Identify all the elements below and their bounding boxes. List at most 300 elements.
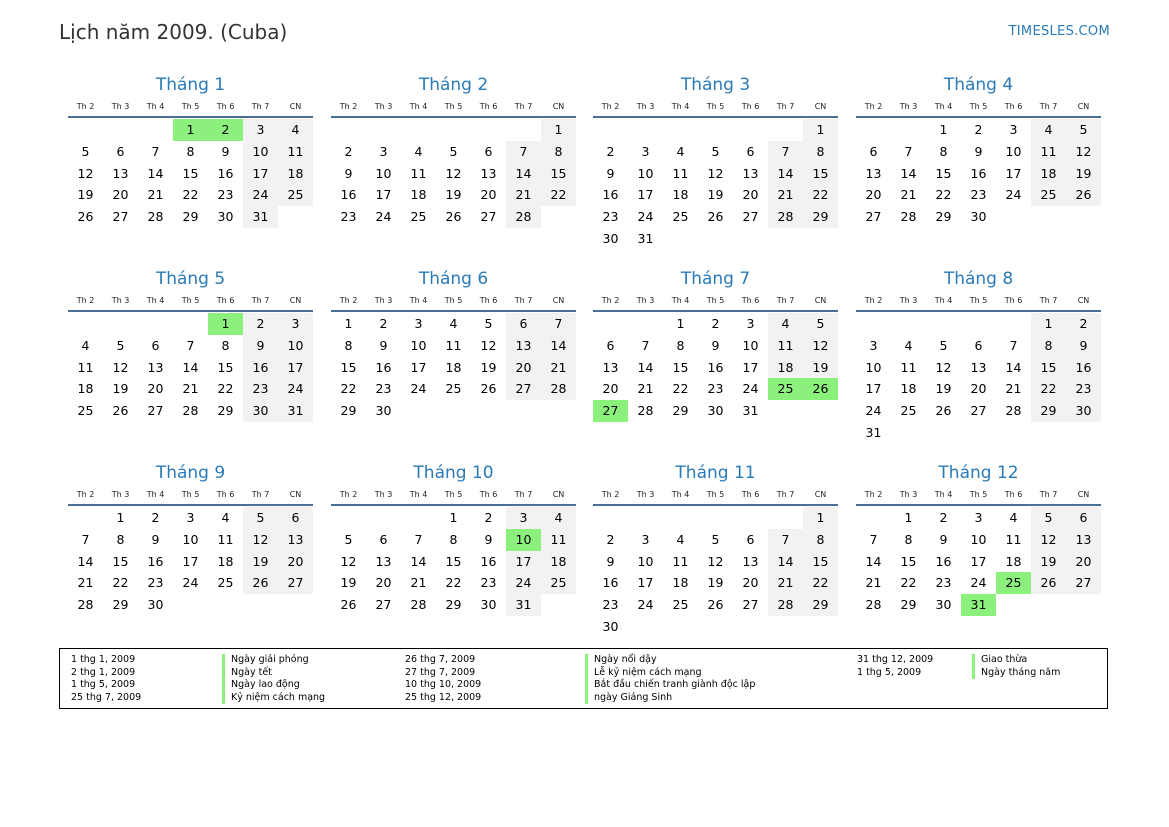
day-cell: 16 [602, 187, 619, 203]
day-cell: 27 [506, 378, 541, 400]
day-cell: 30 [375, 403, 392, 419]
day-cell: 2 [606, 143, 615, 159]
empty-cell [471, 400, 506, 422]
day-cell: 14 [77, 553, 94, 569]
empty-cell [856, 313, 891, 335]
week-row [856, 119, 1101, 141]
empty-cell [138, 313, 173, 335]
week-row [331, 206, 576, 228]
day-cell: 2 [606, 531, 615, 547]
day-cell: 7 [869, 531, 878, 547]
week-row [593, 594, 838, 616]
day-cell: 12 [1066, 141, 1101, 163]
day-cell: 20 [970, 381, 987, 397]
empty-cell [961, 422, 996, 444]
day-cell: 11 [410, 165, 427, 181]
month-calendar [593, 74, 838, 250]
day-cell: 3 [243, 119, 278, 141]
day-cell: 29 [935, 209, 952, 225]
day-cell: 8 [541, 141, 576, 163]
empty-cell [768, 616, 803, 638]
day-cell: 24 [506, 572, 541, 594]
day-cell: 13 [602, 359, 619, 375]
weekday-label: Th 5 [969, 489, 988, 499]
day-cell: 11 [672, 553, 689, 569]
day-cell: 5 [1066, 119, 1101, 141]
day-cell: 8 [904, 531, 913, 547]
day-cell: 12 [803, 335, 838, 357]
day-cell: 1 [116, 510, 125, 525]
day-grid [856, 313, 1101, 444]
day-cell: 17 [1005, 165, 1022, 181]
day-cell: 16 [970, 165, 987, 181]
empty-cell [208, 594, 243, 616]
empty-cell [663, 119, 698, 141]
day-cell: 1 [676, 316, 685, 331]
day-cell: 7 [641, 337, 650, 353]
day-cell: 17 [278, 357, 313, 379]
day-cell: 18 [1005, 553, 1022, 569]
day-cell: 26 [340, 597, 357, 613]
day-cell: 29 [803, 594, 838, 616]
day-cell: 19 [803, 357, 838, 379]
day-cell: 16 [243, 357, 278, 379]
day-cell: 8 [1031, 335, 1066, 357]
day-cell: 17 [637, 575, 654, 591]
day-cell: 18 [672, 575, 689, 591]
weekday-label: Th 6 [479, 101, 498, 111]
day-cell: 6 [151, 337, 160, 353]
day-cell: 20 [480, 187, 497, 203]
day-cell: 8 [221, 337, 230, 353]
day-cell: 16 [340, 187, 357, 203]
day-cell: 9 [1066, 335, 1101, 357]
day-cell: 25 [541, 572, 576, 594]
day-cell: 14 [768, 163, 803, 185]
day-cell: 5 [484, 316, 493, 331]
week-row [593, 313, 838, 335]
empty-cell [891, 313, 926, 335]
day-cell: 28 [637, 403, 654, 419]
day-cell: 11 [768, 335, 803, 357]
day-cell: 19 [445, 187, 462, 203]
day-cell: 4 [414, 143, 423, 159]
day-cell: 16 [707, 359, 724, 375]
day-cell: 1 [904, 510, 913, 525]
day-grid [68, 507, 313, 616]
empty-cell [733, 616, 768, 638]
day-cell: 18 [445, 359, 462, 375]
weekday-label: Th 3 [899, 101, 918, 111]
legend-holiday-name: Ngày tháng năm [972, 667, 1060, 680]
weekday-label: Th 4 [409, 101, 428, 111]
empty-cell [278, 594, 313, 616]
day-cell: 17 [182, 553, 199, 569]
empty-cell [68, 313, 103, 335]
weekday-label: Th 7 [514, 101, 533, 111]
day-cell: 3 [641, 531, 650, 547]
day-cell: 8 [803, 529, 838, 551]
weekday-label: Th 2 [864, 295, 883, 305]
day-cell: 24 [742, 381, 759, 397]
day-cell: 6 [379, 531, 388, 547]
day-cell: 18 [541, 551, 576, 573]
day-cell: 5 [939, 337, 948, 353]
weekday-label: Th 6 [216, 489, 235, 499]
day-cell: 10 [182, 531, 199, 547]
day-cell: 2 [379, 316, 388, 331]
month-calendar [856, 462, 1101, 616]
day-cell: 25 [672, 209, 689, 225]
week-row [593, 206, 838, 228]
day-cell: 12 [77, 165, 94, 181]
day-cell: 28 [410, 597, 427, 613]
empty-cell [436, 400, 471, 422]
day-cell: 15 [803, 163, 838, 185]
weekday-label: Th 6 [479, 295, 498, 305]
day-cell: 10 [375, 165, 392, 181]
day-cell: 4 [541, 507, 576, 529]
week-row [331, 119, 576, 141]
day-cell: 15 [541, 163, 576, 185]
empty-cell [628, 507, 663, 529]
day-cell: 28 [182, 403, 199, 419]
week-row [856, 184, 1101, 206]
day-cell: 18 [672, 187, 689, 203]
day-cell: 9 [939, 531, 948, 547]
day-cell: 22 [541, 184, 576, 206]
day-cell: 4 [221, 510, 230, 525]
empty-cell [1066, 206, 1101, 228]
day-cell: 4 [449, 316, 458, 331]
day-cell: 31 [961, 594, 996, 616]
day-cell: 15 [340, 359, 357, 375]
day-cell: 9 [151, 531, 160, 547]
day-cell: 10 [278, 335, 313, 357]
weekday-label: Th 6 [741, 295, 760, 305]
day-cell: 2 [151, 510, 160, 525]
day-cell: 16 [480, 553, 497, 569]
day-cell: 3 [186, 510, 195, 525]
day-cell: 20 [1066, 551, 1101, 573]
day-cell: 5 [711, 143, 720, 159]
day-cell: 3 [414, 316, 423, 331]
weekday-label: Th 3 [111, 489, 130, 499]
empty-cell [103, 313, 138, 335]
day-cell: 12 [1031, 529, 1066, 551]
empty-cell [996, 594, 1031, 616]
weekday-header [593, 484, 838, 506]
week-row [68, 119, 313, 141]
day-cell: 17 [637, 187, 654, 203]
month-calendar [68, 74, 313, 228]
empty-cell [68, 507, 103, 529]
day-cell: 10 [410, 337, 427, 353]
day-cell: 29 [1031, 400, 1066, 422]
day-cell: 14 [865, 553, 882, 569]
weekday-label: Th 2 [601, 101, 620, 111]
week-row [593, 163, 838, 185]
week-row [68, 529, 313, 551]
day-cell: 20 [602, 381, 619, 397]
day-cell: 15 [935, 165, 952, 181]
weekday-label: Th 7 [251, 295, 270, 305]
weekday-label: Th 5 [706, 101, 725, 111]
day-cell: 3 [506, 507, 541, 529]
week-row [68, 141, 313, 163]
day-cell: 14 [410, 553, 427, 569]
day-cell: 16 [147, 553, 164, 569]
weekday-label: Th 4 [146, 295, 165, 305]
empty-cell [243, 594, 278, 616]
weekday-header [593, 96, 838, 118]
day-cell: 9 [606, 165, 615, 181]
day-cell: 2 [1066, 313, 1101, 335]
day-cell: 14 [506, 163, 541, 185]
day-cell: 7 [768, 141, 803, 163]
weekday-header [331, 96, 576, 118]
empty-cell [926, 422, 961, 444]
day-cell: 21 [768, 184, 803, 206]
day-cell: 9 [243, 335, 278, 357]
day-cell: 16 [602, 575, 619, 591]
empty-cell [1066, 594, 1101, 616]
empty-cell [541, 400, 576, 422]
empty-cell [366, 119, 401, 141]
day-cell: 10 [506, 529, 541, 551]
day-cell: 8 [803, 141, 838, 163]
empty-cell [471, 119, 506, 141]
legend-date: 1 thg 5, 2009 [71, 679, 136, 691]
day-cell: 1 [541, 119, 576, 141]
day-cell: 21 [541, 357, 576, 379]
day-cell: 17 [506, 551, 541, 573]
day-cell: 7 [768, 529, 803, 551]
legend-date: 1 thg 1, 2009 [71, 654, 136, 665]
month-title: Tháng 5 [155, 269, 226, 289]
day-grid [331, 313, 576, 422]
day-cell: 31 [637, 230, 654, 246]
day-cell: 4 [278, 119, 313, 141]
weekday-label: CN [1077, 489, 1090, 499]
week-row [593, 378, 838, 400]
month-title: Tháng 9 [155, 463, 226, 483]
weekday-label: Th 5 [969, 101, 988, 111]
weekday-label: Th 5 [706, 295, 725, 305]
day-cell: 20 [506, 357, 541, 379]
week-row [68, 400, 313, 422]
day-cell: 24 [243, 184, 278, 206]
day-cell: 4 [904, 337, 913, 353]
empty-cell [996, 313, 1031, 335]
day-cell: 11 [1031, 141, 1066, 163]
day-cell: 23 [970, 187, 987, 203]
weekday-label: Th 7 [776, 489, 795, 499]
weekday-label: Th 7 [1039, 489, 1058, 499]
week-row [68, 572, 313, 594]
day-cell: 7 [541, 313, 576, 335]
empty-cell [733, 507, 768, 529]
day-cell: 19 [112, 381, 129, 397]
day-cell: 15 [112, 553, 129, 569]
day-cell: 2 [939, 510, 948, 525]
day-cell: 29 [217, 403, 234, 419]
legend-holiday-name: Ngày giải phóng [222, 654, 309, 667]
day-grid [331, 119, 576, 228]
day-cell: 20 [865, 187, 882, 203]
day-cell: 25 [900, 403, 917, 419]
day-cell: 12 [243, 529, 278, 551]
day-cell: 8 [116, 531, 125, 547]
day-cell: 13 [112, 165, 129, 181]
weekday-label: Th 6 [1004, 295, 1023, 305]
month-calendar [331, 74, 576, 228]
month-calendar [593, 268, 838, 422]
weekday-label: CN [289, 295, 302, 305]
weekday-header [68, 290, 313, 312]
day-cell: 5 [711, 531, 720, 547]
day-cell: 25 [77, 403, 94, 419]
day-cell: 6 [746, 143, 755, 159]
day-cell: 14 [900, 165, 917, 181]
empty-cell [401, 400, 436, 422]
week-row [593, 228, 838, 250]
day-cell: 26 [707, 209, 724, 225]
day-cell: 1 [803, 119, 838, 141]
week-row [856, 313, 1101, 335]
day-cell: 19 [707, 575, 724, 591]
empty-cell [891, 422, 926, 444]
day-cell: 13 [147, 359, 164, 375]
weekday-label: Th 4 [934, 489, 953, 499]
weekday-label: Th 6 [1004, 101, 1023, 111]
day-cell: 30 [480, 597, 497, 613]
day-cell: 14 [1005, 359, 1022, 375]
week-row [331, 357, 576, 379]
weekday-label: Th 4 [934, 101, 953, 111]
site-link[interactable]: TIMESLES.COM [1008, 24, 1110, 39]
day-cell: 23 [243, 378, 278, 400]
day-cell: 23 [340, 209, 357, 225]
weekday-label: Th 6 [216, 295, 235, 305]
day-cell: 26 [243, 572, 278, 594]
day-cell: 23 [935, 575, 952, 591]
week-row [593, 616, 838, 638]
day-cell: 26 [935, 403, 952, 419]
day-cell: 16 [375, 359, 392, 375]
day-cell: 26 [1031, 572, 1066, 594]
day-cell: 2 [208, 119, 243, 141]
day-grid [593, 507, 838, 638]
day-cell: 27 [593, 400, 628, 422]
week-row [331, 378, 576, 400]
day-cell: 7 [151, 143, 160, 159]
day-grid [68, 313, 313, 422]
day-cell: 30 [602, 230, 619, 246]
day-cell: 22 [340, 381, 357, 397]
day-cell: 7 [81, 531, 90, 547]
day-cell: 6 [278, 507, 313, 529]
day-cell: 14 [147, 165, 164, 181]
day-cell: 20 [742, 575, 759, 591]
weekday-label: CN [289, 489, 302, 499]
legend-date: 27 thg 7, 2009 [405, 666, 476, 678]
day-cell: 11 [77, 359, 94, 375]
day-cell: 13 [375, 553, 392, 569]
weekday-label: Th 2 [76, 489, 95, 499]
weekday-label: Th 7 [251, 489, 270, 499]
weekday-label: Th 2 [601, 295, 620, 305]
weekday-label: Th 6 [1004, 489, 1023, 499]
empty-cell [506, 400, 541, 422]
empty-cell [366, 507, 401, 529]
week-row [331, 141, 576, 163]
weekday-label: Th 4 [671, 101, 690, 111]
months-grid [68, 74, 1102, 634]
week-row [856, 206, 1101, 228]
week-row [856, 357, 1101, 379]
day-cell: 27 [147, 403, 164, 419]
month-title: Tháng 11 [675, 463, 756, 483]
day-cell: 20 [278, 551, 313, 573]
legend-date: 25 thg 12, 2009 [405, 691, 482, 703]
week-row [856, 551, 1101, 573]
weekday-label: Th 3 [636, 101, 655, 111]
day-cell: 13 [865, 165, 882, 181]
week-row [856, 594, 1101, 616]
day-cell: 27 [375, 597, 392, 613]
empty-cell [1066, 422, 1101, 444]
day-cell: 3 [869, 337, 878, 353]
day-cell: 28 [77, 597, 94, 613]
day-cell: 3 [641, 143, 650, 159]
day-cell: 23 [707, 381, 724, 397]
empty-cell [1031, 422, 1066, 444]
day-cell: 10 [865, 359, 882, 375]
day-cell: 27 [112, 209, 129, 225]
weekday-header [856, 290, 1101, 312]
day-cell: 29 [445, 597, 462, 613]
day-cell: 23 [602, 209, 619, 225]
week-row [856, 141, 1101, 163]
day-cell: 22 [1031, 378, 1066, 400]
weekday-label: CN [289, 101, 302, 111]
weekday-header [68, 96, 313, 118]
week-row [331, 400, 576, 422]
weekday-label: Th 6 [741, 101, 760, 111]
day-cell: 9 [974, 143, 983, 159]
day-cell: 1 [449, 510, 458, 525]
day-cell: 6 [484, 143, 493, 159]
day-cell: 26 [1066, 184, 1101, 206]
empty-cell [331, 119, 366, 141]
day-cell: 26 [445, 209, 462, 225]
day-cell: 27 [742, 209, 759, 225]
day-cell: 3 [379, 143, 388, 159]
weekday-label: Th 2 [339, 295, 358, 305]
week-row [593, 357, 838, 379]
weekday-label: Th 3 [636, 295, 655, 305]
day-cell: 3 [746, 316, 755, 331]
week-row [331, 507, 576, 529]
day-cell: 9 [221, 143, 230, 159]
day-cell: 15 [1031, 357, 1066, 379]
day-cell: 11 [445, 337, 462, 353]
legend-holiday-name: Ngày nổi dậy [585, 654, 657, 667]
weekday-label: Th 4 [934, 295, 953, 305]
week-row [68, 335, 313, 357]
day-cell: 30 [970, 209, 987, 225]
